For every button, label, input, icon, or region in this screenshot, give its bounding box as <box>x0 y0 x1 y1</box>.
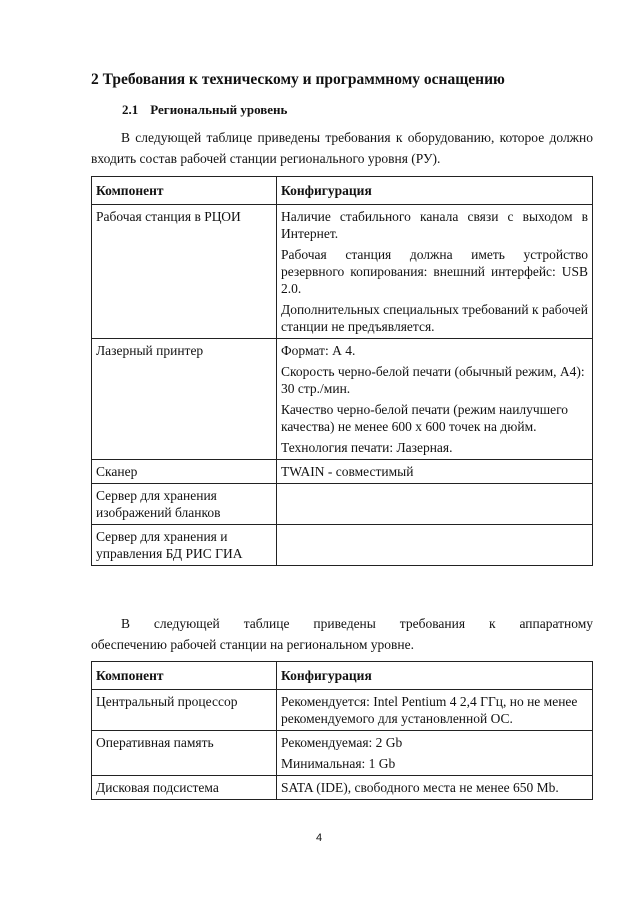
component-cell: Лазерный принтер <box>92 339 277 460</box>
column-header-component: Компонент <box>92 177 277 205</box>
config-cell-empty <box>277 484 593 525</box>
config-line: Скорость черно-белой печати (обычный режим, А4): 30 стр./мин. <box>281 364 585 396</box>
column-header-configuration: Конфигурация <box>277 662 593 690</box>
config-cell <box>277 690 593 731</box>
table-row <box>92 776 593 800</box>
section-number: 2 <box>91 71 99 88</box>
page-number: 4 <box>315 832 323 844</box>
component-cell: Сканер <box>92 460 277 484</box>
config-cell <box>277 205 593 339</box>
config-cell <box>277 460 593 484</box>
config-cell <box>277 731 593 776</box>
table-row <box>92 484 593 525</box>
column-header-configuration: Конфигурация <box>277 177 593 205</box>
component-cell: Сервер для хранения и управления БД РИС ГИА <box>92 525 277 566</box>
table-header-row <box>92 177 593 205</box>
table-row <box>92 205 593 339</box>
config-cell <box>277 776 593 800</box>
table-row <box>92 731 593 776</box>
config-line: TWAIN - совместимый <box>281 464 414 479</box>
config-line: Технология печати: Лазерная. <box>281 440 453 455</box>
subsection-number: 2.1 <box>122 102 139 117</box>
table-header-row <box>92 662 593 690</box>
table-row <box>92 460 593 484</box>
config-line: Наличие стабильного канала связи с выходом в Интернет. <box>281 209 588 241</box>
paragraph-line: В следующей таблице приведены требования к аппаратному <box>121 616 593 631</box>
workstation-requirements-table <box>91 661 593 800</box>
paragraph-line: обеспечению рабочей станции на региональном уровне. <box>91 637 414 652</box>
column-header-component: Компонент <box>92 662 277 690</box>
config-line: Качество черно-белой печати (режим наилучшего качества) не менее 600 x 600 точек на дюйм. <box>281 402 569 434</box>
config-line: Дополнительных специальных требований к рабочей станции не предъявляется. <box>281 302 588 334</box>
hardware-requirements-table <box>91 176 593 566</box>
subsection-heading <box>122 102 287 118</box>
software-intro-paragraph <box>91 613 593 655</box>
config-line: Формат: А 4. <box>281 343 356 358</box>
component-cell: Оперативная память <box>92 731 277 776</box>
config-line: SATA (IDE), свободного места не менее 650 Mb. <box>281 780 559 795</box>
component-cell: Рабочая станция в РЦОИ <box>92 205 277 339</box>
component-cell: Дисковая подсистема <box>92 776 277 800</box>
component-cell: Сервер для хранения изображений бланков <box>92 484 277 525</box>
section-title: Требования к техническому и программному оснащению <box>102 71 505 88</box>
component-cell: Центральный процессор <box>92 690 277 731</box>
config-cell <box>277 339 593 460</box>
config-line: Рекомендуется: Intel Pentium 4 2,4 ГГц, но не менее рекомендуемого для установленной ОС. <box>281 694 578 726</box>
config-line: Минимальная: 1 Gb <box>281 756 396 771</box>
table-row <box>92 525 593 566</box>
config-line: Рабочая станция должна иметь устройство резервного копирования: внешний интерфейс: USB 2.0. <box>281 247 588 296</box>
subsection-title: Региональный уровень <box>150 102 288 117</box>
config-cell-empty <box>277 525 593 566</box>
config-line: Рекомендуемая: 2 Gb <box>281 735 403 750</box>
table-row <box>92 690 593 731</box>
table-row <box>92 339 593 460</box>
section-heading <box>91 71 505 89</box>
intro-paragraph: В следующей таблице приведены требования к оборудованию, которое должно входить состав рабочей станции регионального уровня (РУ). <box>91 130 593 166</box>
